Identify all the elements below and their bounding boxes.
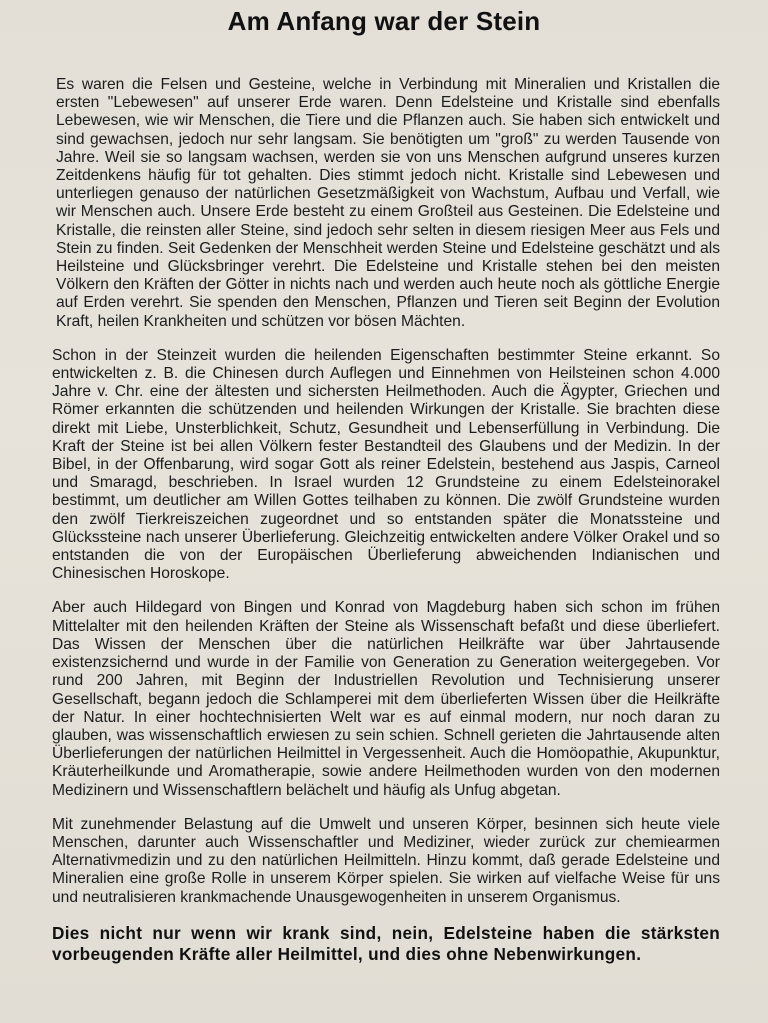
page-title: Am Anfang war der Stein: [227, 6, 541, 36]
paragraph-4: Mit zunehmender Belastung auf die Umwelt und unseren Körper, besinnen sich heute viele Menschen, darunter auch Wissenschaftler und Mediziner, wieder zurück zur chemiearmen Alternativmedizin und zu den natürlichen Heilmitteln. Hinzu kommt, daß gerade Edelsteine und Mineralien eine große Rolle in unserem Körper spielen. Sie wirken auf vielfache Weise für uns und neutralisieren krankmachende Unausgewogenheiten in unserem Organismus.: [52, 815, 720, 906]
paragraph-1: Es waren die Felsen und Gesteine, welche in Verbindung mit Mineralien und Kristallen die ersten "Lebewesen" auf unserer Erde waren. Denn Edelsteine und Kristalle sind ebenfalls Lebewesen, wie wir Menschen, die Tiere und die Pflanzen auch. Sie haben sich entwickelt und sind gewachsen, jedoch nur sehr langsam. Sie benötigten um "groß" zu werden Tausende von Jahre. Weil sie so langsam wachsen, werden sie von uns Menschen aufgrund unseres kurzen Zeitdenkens häufig für tot gehalten. Dies stimmt jedoch nicht. Kristalle sind Lebewesen und unterliegen genauso der natürlichen Gesetzmäßigkeit von Wachstum, Aufbau und Verfall, wie wir Menschen auch. Unsere Erde besteht zu einem Großteil aus Gesteinen. Die Edelsteine und Kristalle, die reinsten aller Steine, sind jedoch sehr selten in diesem riesigen Meer aus Fels und Stein zu finden. Seit Gedenken der Menschheit werden Steine und Edelsteine geschätzt und als Heilsteine und Glücksbringer verehrt. Die Edelsteine und Kristalle stehen bei den meisten Völkern den Kräften der Götter in nichts nach und werden auch heute noch als göttliche Energie auf Erden verehrt. Sie spenden den Menschen, Pflanzen und Tieren seit Beginn der Evolution Kraft, heilen Krankheiten und schützen vor bösen Mächten.: [56, 76, 720, 330]
document-body: [52, 76, 720, 965]
paragraph-2: Schon in der Steinzeit wurden die heilenden Eigenschaften bestimmter Steine erkannt. So entwickelten z. B. die Chinesen durch Auflegen und Einnehmen von Heilsteinen schon 4.000 Jahre v. Chr. eine der ältesten und sichersten Heilmethoden. Auch die Ägypter, Griechen und Römer erkannten die schützenden und heilenden Wirkungen der Kristalle. Sie brachten diese direkt mit Liebe, Unsterblichkeit, Schutz, Gesundheit und Lebenserfüllung in Verbindung. Die Kraft der Steine ist bei allen Völkern fester Bestandteil des Glaubens und der Medizin. In der Bibel, in der Offenbarung, wird sogar Gott als reiner Edelstein, bestehend aus Jaspis, Carneol und Smaragd, beschrieben. In Israel wurden 12 Grundsteine zu einem Edelsteinorakel bestimmt, um deutlicher am Willen Gottes teilhaben zu können. Die zwölf Grundsteine wurden den zwölf Tierkreiszeichen zugeordnet und so entstanden später die Monatssteine und Glückssteine nach unserer Überlieferung. Gleichzeitig entwickelten andere Völker Orakel und so entstanden die von der Europäischen Überlieferung abweichenden Indianischen und Chinesischen Horoskope.: [52, 346, 720, 583]
paragraph-3: Aber auch Hildegard von Bingen und Konrad von Magdeburg haben sich schon im frühen Mittelalter mit den heilenden Kräften der Steine als Wissenschaft befaßt und diese überliefert. Das Wissen der Menschen über die natürlichen Heilkräfte war über Jahrtausende existenzsichernd und wurde in der Familie von Generation zu Generation weitergegeben. Vor rund 200 Jahren, mit Beginn der Industriellen Revolution und Technisierung unserer Gesellschaft, begann jedoch die Schlamperei mit dem überlieferten Wissen über die Heilkräfte der Natur. In einer hochtechnisierten Welt war es auf einmal modern, nur noch daran zu glauben, was wissenschaftlich erwiesen zu sein schien. Schnell gerieten die Jahrtausende alten Überlieferungen der natürlichen Heilmittel in Vergessenheit. Auch die Homöopathie, Akupunktur, Kräuterheilkunde und Aromatherapie, sowie andere Heilmethoden wurden von den modernen Medizinern und Wissenschaftlern belächelt und häufig als Unfug abgetan.: [52, 599, 720, 799]
closing-statement: Dies nicht nur wenn wir krank sind, nein, Edelsteine haben die stärksten vorbeugenden Kräfte aller Heilmittel, und dies ohne Nebenwirkungen.: [52, 922, 720, 964]
